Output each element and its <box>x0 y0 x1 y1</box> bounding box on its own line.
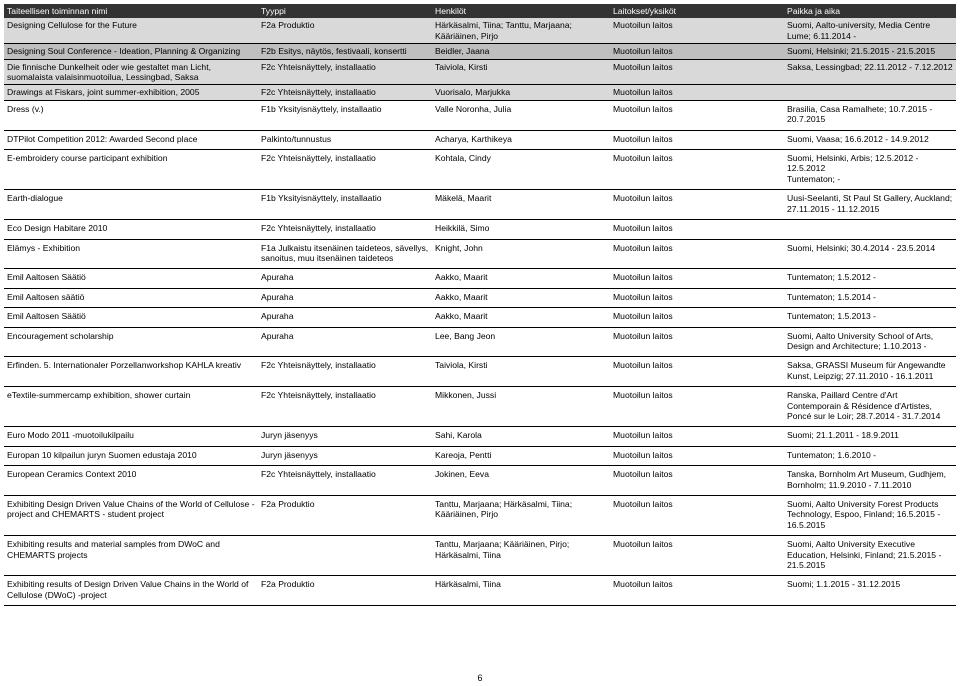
activity-name-cell: European Ceramics Context 2010 <box>4 466 258 496</box>
activity-name-cell: Erfinden. 5. Internationaler Porzellanworkshop KAHLA kreativ <box>4 357 258 387</box>
table-row <box>4 496 956 536</box>
table-row <box>4 85 956 100</box>
place-time-cell: Saksa, GRASSI Museum für Angewandte Kunst, Leipzig; 27.11.2010 - 16.1.2011 <box>784 357 956 387</box>
type-cell: F2c Yhteisnäyttely, installaatio <box>258 357 432 387</box>
table-row <box>4 466 956 496</box>
type-cell: F2a Produktio <box>258 18 432 43</box>
place-time-cell: Tanska, Bornholm Art Museum, Gudhjem, Bornholm; 11.9.2010 - 7.11.2010 <box>784 466 956 496</box>
table-row <box>4 239 956 269</box>
activity-name-cell: Exhibiting results of Design Driven Value Chains in the World of Cellulose (DWoC) -project <box>4 576 258 606</box>
persons-cell: Tanttu, Marjaana; Kääriäinen, Pirjo; Härkäsalmi, Tiina <box>432 536 610 576</box>
type-cell: F2a Produktio <box>258 576 432 606</box>
place-time-cell <box>784 85 956 100</box>
table-row <box>4 427 956 446</box>
place-time-cell: Suomi, Aalto University Executive Education, Helsinki, Finland; 21.5.2015 - 21.5.2015 <box>784 536 956 576</box>
activity-name-cell: Dress (v.) <box>4 100 258 130</box>
place-time-cell: Tuntematon; 1.5.2014 - <box>784 288 956 307</box>
unit-cell: Muotoilun laitos <box>610 496 784 536</box>
table-row <box>4 576 956 606</box>
unit-cell: Muotoilun laitos <box>610 387 784 427</box>
table-row <box>4 220 956 239</box>
activity-name-cell: Eco Design Habitare 2010 <box>4 220 258 239</box>
activity-name-cell: Die finnische Dunkelheit oder wie gestaltet man Licht, suomalaista valaisinmuotoilua, Lessingbad, Saksa <box>4 59 258 85</box>
unit-cell: Muotoilun laitos <box>610 100 784 130</box>
unit-cell: Muotoilun laitos <box>610 220 784 239</box>
type-cell: Juryn jäsenyys <box>258 427 432 446</box>
persons-cell: Vuorisalo, Marjukka <box>432 85 610 100</box>
persons-cell: Aakko, Maarit <box>432 308 610 327</box>
unit-cell: Muotoilun laitos <box>610 190 784 220</box>
unit-cell: Muotoilun laitos <box>610 18 784 43</box>
place-time-cell: Suomi, Helsinki; 30.4.2014 - 23.5.2014 <box>784 239 956 269</box>
table-row <box>4 18 956 43</box>
unit-cell: Muotoilun laitos <box>610 446 784 465</box>
type-cell: F2c Yhteisnäyttely, installaatio <box>258 150 432 190</box>
unit-cell: Muotoilun laitos <box>610 536 784 576</box>
table-row <box>4 357 956 387</box>
persons-cell: Aakko, Maarit <box>432 288 610 307</box>
place-time-cell: Uusi-Seelanti, St Paul St Gallery, Auckland; 27.11.2015 - 11.12.2015 <box>784 190 956 220</box>
table-row <box>4 387 956 427</box>
type-cell: Apuraha <box>258 327 432 357</box>
persons-cell: Härkäsalmi, Tiina <box>432 576 610 606</box>
persons-cell: Härkäsalmi, Tiina; Tanttu, Marjaana; Kääriäinen, Pirjo <box>432 18 610 43</box>
place-time-cell: Suomi, Helsinki, Arbis; 12.5.2012 - 12.5.2012 Tuntematon; - <box>784 150 956 190</box>
activity-name-cell: Emil Aaltosen säätiö <box>4 288 258 307</box>
type-cell: F2c Yhteisnäyttely, installaatio <box>258 387 432 427</box>
place-time-cell: Suomi, Aalto-university, Media Centre Lume; 6.11.2014 - <box>784 18 956 43</box>
activity-name-cell: Europan 10 kilpailun juryn Suomen edustaja 2010 <box>4 446 258 465</box>
column-header: Paikka ja aika <box>784 4 956 18</box>
unit-cell: Muotoilun laitos <box>610 239 784 269</box>
table-row <box>4 150 956 190</box>
persons-cell: Lee, Bang Jeon <box>432 327 610 357</box>
activity-name-cell: DTPilot Competition 2012: Awarded Second place <box>4 130 258 149</box>
type-cell: F2c Yhteisnäyttely, installaatio <box>258 466 432 496</box>
type-cell: F1b Yksityisnäyttely, installaatio <box>258 100 432 130</box>
unit-cell: Muotoilun laitos <box>610 327 784 357</box>
type-cell: F2a Produktio <box>258 496 432 536</box>
activity-name-cell: eTextile-summercamp exhibition, shower curtain <box>4 387 258 427</box>
table-row <box>4 288 956 307</box>
column-header: Henkilöt <box>432 4 610 18</box>
type-cell: F2c Yhteisnäyttely, installaatio <box>258 220 432 239</box>
place-time-cell: Saksa, Lessingbad; 22.11.2012 - 7.12.2012 <box>784 59 956 85</box>
table-row <box>4 130 956 149</box>
column-header: Taiteellisen toiminnan nimi <box>4 4 258 18</box>
unit-cell: Muotoilun laitos <box>610 44 784 59</box>
page-number: 6 <box>477 673 483 683</box>
table-row <box>4 44 956 59</box>
table-row <box>4 536 956 576</box>
persons-cell: Kareoja, Pentti <box>432 446 610 465</box>
document-page <box>4 4 956 606</box>
unit-cell: Muotoilun laitos <box>610 288 784 307</box>
type-cell: F1b Yksityisnäyttely, installaatio <box>258 190 432 220</box>
activity-name-cell: Emil Aaltosen Säätiö <box>4 308 258 327</box>
place-time-cell: Tuntematon; 1.5.2012 - <box>784 269 956 288</box>
place-time-cell: Suomi, Vaasa; 16.6.2012 - 14.9.2012 <box>784 130 956 149</box>
activity-name-cell: Exhibiting results and material samples from DWoC and CHEMARTS projects <box>4 536 258 576</box>
place-time-cell <box>784 220 956 239</box>
place-time-cell: Brasilia, Casa Ramalhete; 10.7.2015 - 20.7.2015 <box>784 100 956 130</box>
table-row <box>4 327 956 357</box>
persons-cell: Knight, John <box>432 239 610 269</box>
type-cell: Juryn jäsenyys <box>258 446 432 465</box>
type-cell: Apuraha <box>258 288 432 307</box>
unit-cell: Muotoilun laitos <box>610 308 784 327</box>
column-header: Laitokset/yksiköt <box>610 4 784 18</box>
table-row <box>4 59 956 85</box>
table-row <box>4 190 956 220</box>
unit-cell: Muotoilun laitos <box>610 59 784 85</box>
persons-cell: Beidler, Jaana <box>432 44 610 59</box>
unit-cell: Muotoilun laitos <box>610 576 784 606</box>
activity-name-cell: Emil Aaltosen Säätiö <box>4 269 258 288</box>
persons-cell: Taiviola, Kirsti <box>432 59 610 85</box>
place-time-cell: Suomi; 21.1.2011 - 18.9.2011 <box>784 427 956 446</box>
activity-name-cell: Earth-dialogue <box>4 190 258 220</box>
activity-name-cell: Encouragement scholarship <box>4 327 258 357</box>
type-cell <box>258 536 432 576</box>
type-cell: F2b Esitys, näytös, festivaali, konsertti <box>258 44 432 59</box>
table-header-row <box>4 4 956 18</box>
persons-cell: Jokinen, Eeva <box>432 466 610 496</box>
table-row <box>4 446 956 465</box>
type-cell: F2c Yhteisnäyttely, installaatio <box>258 85 432 100</box>
place-time-cell: Tuntematon; 1.6.2010 - <box>784 446 956 465</box>
persons-cell: Kohtala, Cindy <box>432 150 610 190</box>
persons-cell: Aakko, Maarit <box>432 269 610 288</box>
persons-cell: Mikkonen, Jussi <box>432 387 610 427</box>
persons-cell: Heikkilä, Simo <box>432 220 610 239</box>
place-time-cell: Ranska, Paillard Centre d'Art Contemporain & Résidence d'Artistes, Poncé sur le Loir; 28.7.2014 - 31.7.2014 <box>784 387 956 427</box>
type-cell: Apuraha <box>258 308 432 327</box>
unit-cell: Muotoilun laitos <box>610 85 784 100</box>
persons-cell: Acharya, Karthikeya <box>432 130 610 149</box>
type-cell: Palkinto/tunnustus <box>258 130 432 149</box>
place-time-cell: Suomi, Aalto University Forest Products Technology, Espoo, Finland; 16.5.2015 - 16.5.2015 <box>784 496 956 536</box>
place-time-cell: Suomi; 1.1.2015 - 31.12.2015 <box>784 576 956 606</box>
persons-cell: Tanttu, Marjaana; Härkäsalmi, Tiina; Kääriäinen, Pirjo <box>432 496 610 536</box>
activity-name-cell: Drawings at Fiskars, joint summer-exhibition, 2005 <box>4 85 258 100</box>
unit-cell: Muotoilun laitos <box>610 269 784 288</box>
unit-cell: Muotoilun laitos <box>610 357 784 387</box>
type-cell: Apuraha <box>258 269 432 288</box>
activity-name-cell: Elämys - Exhibition <box>4 239 258 269</box>
activity-name-cell: Euro Modo 2011 -muotoilukilpailu <box>4 427 258 446</box>
column-header: Tyyppi <box>258 4 432 18</box>
place-time-cell: Suomi, Aalto University School of Arts, Design and Architecture; 1.10.2013 - <box>784 327 956 357</box>
type-cell: F1a Julkaistu itsenäinen taideteos, sävellys, sanoitus, muu itsenäinen taideteos <box>258 239 432 269</box>
unit-cell: Muotoilun laitos <box>610 150 784 190</box>
unit-cell: Muotoilun laitos <box>610 130 784 149</box>
persons-cell: Mäkelä, Maarit <box>432 190 610 220</box>
place-time-cell: Tuntematon; 1.5.2013 - <box>784 308 956 327</box>
table-row <box>4 308 956 327</box>
persons-cell: Taiviola, Kirsti <box>432 357 610 387</box>
table-row <box>4 100 956 130</box>
activity-name-cell: E-embroidery course participant exhibition <box>4 150 258 190</box>
activity-name-cell: Designing Cellulose for the Future <box>4 18 258 43</box>
persons-cell: Valle Noronha, Julia <box>432 100 610 130</box>
unit-cell: Muotoilun laitos <box>610 466 784 496</box>
persons-cell: Sahi, Karola <box>432 427 610 446</box>
table-row <box>4 269 956 288</box>
activity-name-cell: Exhibiting Design Driven Value Chains of the World of Cellulose -project and CHEMARTS - student project <box>4 496 258 536</box>
activity-name-cell: Designing Soul Conference - Ideation, Planning & Organizing <box>4 44 258 59</box>
place-time-cell: Suomi, Helsinki; 21.5.2015 - 21.5.2015 <box>784 44 956 59</box>
type-cell: F2c Yhteisnäyttely, installaatio <box>258 59 432 85</box>
unit-cell: Muotoilun laitos <box>610 427 784 446</box>
artistic-activities-table <box>4 4 956 606</box>
